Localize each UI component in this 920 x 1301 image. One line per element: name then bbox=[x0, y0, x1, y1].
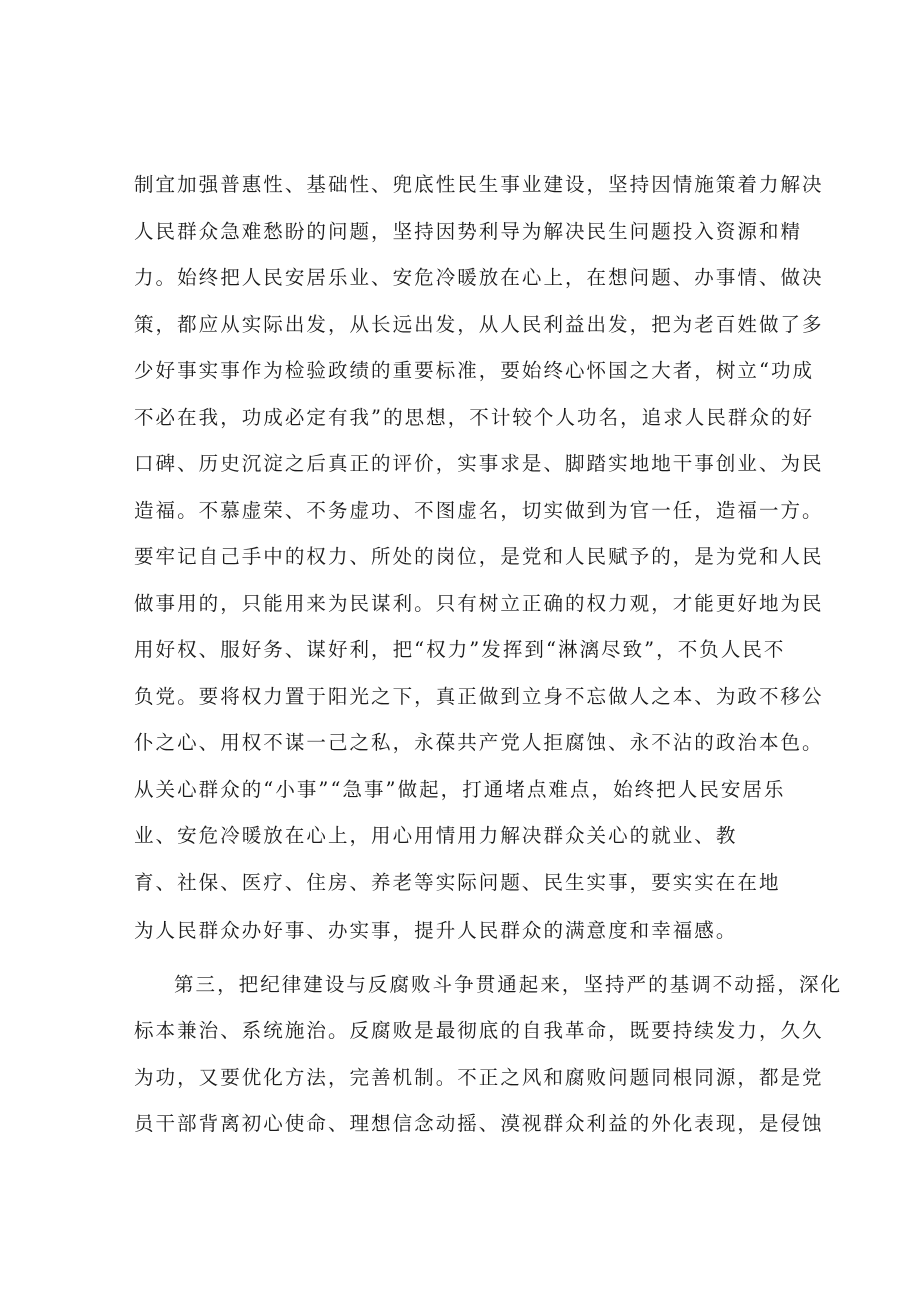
text-line: 从关心群众的“小事”“急事”做起，打通堵点难点，始终把人民安居乐 bbox=[134, 778, 786, 801]
text-line: 仆之心、用权不谋一己之私，永葆共产党人拒腐蚀、永不沾的政治本色。 bbox=[134, 731, 824, 754]
text-line: 不必在我，功成必定有我”的思想，不计较个人功名，追求人民群众的好 bbox=[134, 406, 815, 429]
text-line: 做事用的，只能用来为民谋利。只有树立正确的权力观，才能更好地为民 bbox=[134, 592, 824, 615]
text-line: 要牢记自己手中的权力、所处的岗位，是党和人民赋予的，是为党和人民 bbox=[134, 545, 824, 568]
text-line: 标本兼治、系统施治。反腐败是最彻底的自我革命，既要持续发力，久久 bbox=[134, 1019, 824, 1042]
paragraph-first-line: 第三，把纪律建设与反腐败斗争贯通起来，坚持严的基调不动摇，深化 bbox=[174, 973, 843, 996]
text-line: 用好权、服好务、谋好利，把“权力”发挥到“淋漓尽致”，不负人民不 bbox=[134, 638, 786, 661]
text-line: 人民群众急难愁盼的问题，坚持因势利导为解决民生问题投入资源和精 bbox=[134, 220, 803, 243]
text-line: 造福。不慕虚荣、不务虚功、不图虚名，切实做到为官一任，造福一方。 bbox=[134, 499, 824, 522]
text-line: 少好事实事作为检验政绩的重要标准，要始终心怀国之大者，树立“功成 bbox=[134, 359, 815, 382]
text-line: 口碑、历史沉淀之后真正的评价，实事求是、脚踏实地地干事创业、为民 bbox=[134, 452, 824, 475]
text-line: 策，都应从实际出发，从长远出发，从人民利益出发，把为老百姓做了多 bbox=[134, 313, 824, 336]
text-line: 业、安危冷暖放在心上，用心用情用力解决群众关心的就业、教 bbox=[134, 824, 738, 847]
text-line: 负党。要将权力置于阳光之下，真正做到立身不忘做人之本、为政不移公 bbox=[134, 685, 824, 708]
text-line: 为人民群众办好事、办实事，提升人民群众的满意度和幸福感。 bbox=[134, 919, 738, 942]
text-line: 力。始终把人民安居乐业、安危冷暖放在心上，在想问题、办事情、做决 bbox=[134, 266, 824, 289]
text-line: 员干部背离初心使命、理想信念动摇、漠视群众利益的外化表现，是侵蚀 bbox=[134, 1112, 824, 1135]
text-line: 育、社保、医疗、住房、养老等实际问题、民生实事，要实实在在地 bbox=[134, 871, 781, 894]
text-line: 为功，又要优化方法，完善机制。不正之风和腐败问题同根同源，都是党 bbox=[134, 1066, 824, 1089]
text-line: 制宜加强普惠性、基础性、兜底性民生事业建设，坚持因情施策着力解决 bbox=[134, 173, 824, 196]
